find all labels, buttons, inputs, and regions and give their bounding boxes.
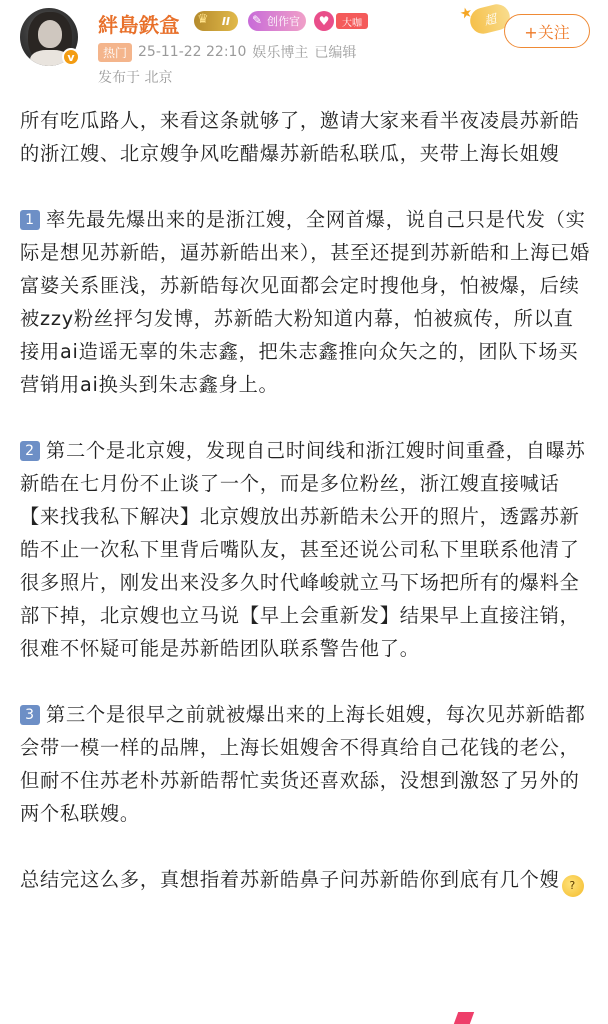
level-badge-label: II <box>221 14 230 28</box>
post-header <box>0 0 608 96</box>
verified-badge-icon: v <box>62 48 80 66</box>
post-location: 发布于 北京 <box>98 70 173 86</box>
creator-icon: ✎ <box>252 13 263 27</box>
paragraph-intro: 所有吃瓜路人，来看这条就够了，邀请大家来看半夜凌晨苏新皓的浙江嫂、北京嫂争风吃醋爆苏新皓私联瓜，夹带上海长姐嫂 <box>20 109 580 165</box>
paragraph-3 <box>20 698 592 830</box>
post-body <box>20 104 592 897</box>
post-meta <box>98 42 362 62</box>
star-icon: ★ <box>458 4 475 23</box>
follow-button[interactable]: +关注 <box>504 14 590 48</box>
paragraph-2 <box>20 434 592 665</box>
number-badge-3: 3 <box>20 705 40 725</box>
fan-gem-icon[interactable]: ♥ <box>314 11 334 31</box>
avatar-face <box>38 20 62 48</box>
paragraph-2-text: 第二个是北京嫂，发现自己时间线和浙江嫂时间重叠，自曝苏新皓在七月份不止谈了一个，而是多位粉丝，浙江嫂直接喊话【来找我私下解决】北京嫂放出苏新皓未公开的照片，透露苏新皓不止一次私下里背后嘴队友，甚至还说公司私下里联系他清了很多照片，刚发出来没多久时代峰峻就立马下场把所有的爆料全部下掉，北京嫂也立马说【早上会重新发】结果早上直接注销，很难不怀疑可能是苏新皓团队联系警告他了。 <box>20 439 586 660</box>
paragraph-summary-text: 总结完这么多，真想指着苏新皓鼻子问苏新皓你到底有几个嫂 <box>20 868 560 891</box>
fan-badge[interactable]: 大咖 <box>336 13 368 29</box>
number-badge-2: 2 <box>20 441 40 461</box>
crown-icon: ♛ <box>197 12 209 27</box>
number-badge-1: 1 <box>20 210 40 230</box>
creator-badge-label: 创作官 <box>267 15 300 28</box>
paragraph-summary <box>20 863 592 897</box>
username[interactable]: 絆島鉄盒 <box>98 13 180 37</box>
hot-tag[interactable]: 热门 <box>98 43 132 62</box>
edited-label: 已编辑 <box>314 45 357 61</box>
paragraph-3-text: 第三个是很早之前就被爆出来的上海长姐嫂，每次见苏新皓都会带一模一样的品牌，上海长姐嫂舍不得真给自己花钱的老公，但耐不住苏老朴苏新皓帮忙卖货还喜欢舔，没想到激怒了另外的两个私联嫂。 <box>20 703 586 825</box>
author-role: 娱乐博主 <box>252 45 309 61</box>
thinking-face-icon: ? <box>562 875 584 897</box>
decor-badge-label: 超 <box>482 11 498 28</box>
paragraph-1-text: 率先最先爆出来的是浙江嫂，全网首爆，说自己只是代发（实际是想见苏新皓，逼苏新皓出来），甚至还提到苏新皓和上海已婚富婆关系匪浅，苏新皓每次见面都会定时搜他身，怕被爆，后续被zzy粉丝抨匀发博，苏新皓大粉知道内幕，怕被疯传，所以直接用ai造谣无辜的朱志鑫，把朱志鑫推向众矢之的，团队下场买营销用ai换头到朱志鑫身上。 <box>20 208 591 396</box>
post-timestamp: 25-11-22 22:10 <box>138 44 247 60</box>
level-badge[interactable] <box>194 11 238 31</box>
creator-badge[interactable] <box>248 11 306 31</box>
paragraph-1 <box>20 203 592 401</box>
decorative-mark <box>454 1012 474 1024</box>
